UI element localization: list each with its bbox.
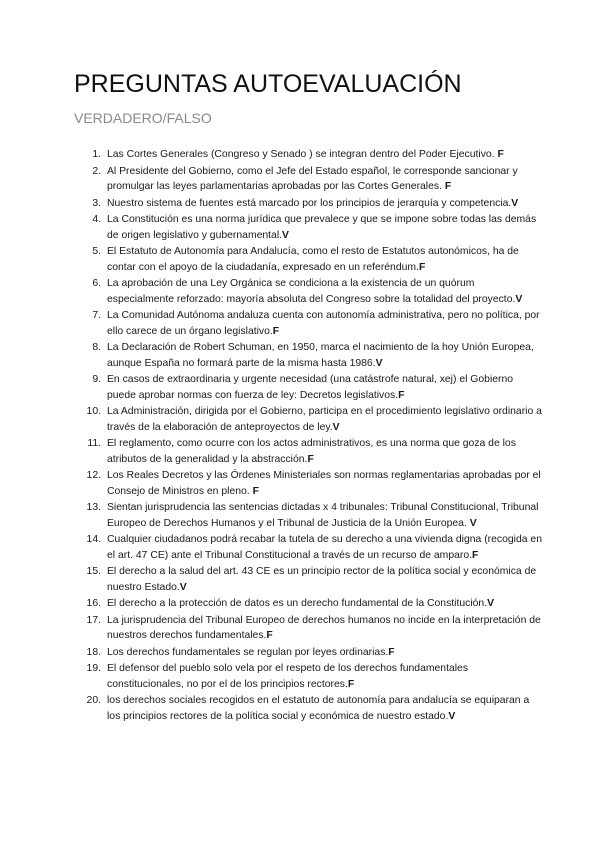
question-number: 16. (86, 598, 101, 610)
question-text: La Comunidad Autónoma andaluza cuenta con autonomía administrativa, pero no política, por ello carece de un órgano legislativo. (107, 310, 540, 337)
question-item (82, 164, 542, 195)
question-text: los derechos sociales recogidos en el estatuto de autonomía para andalucía se equiparan a los principios rectores de la política social y económica de nuestro estado. (107, 695, 530, 722)
question-answer: F (398, 389, 405, 401)
question-number: 14. (86, 534, 101, 546)
question-item (82, 596, 542, 611)
question-number: 4. (92, 214, 101, 226)
question-item (82, 436, 542, 467)
question-answer: F (418, 261, 426, 273)
question-text: El defensor del pueblo solo vela por el respeto de los derechos fundamentales constitucionales, no por el de los principios rectores. (107, 663, 469, 690)
question-answer: V (282, 229, 289, 241)
question-item (82, 147, 542, 162)
question-text: Al Presidente del Gobierno, como el Jefe del Estado español, le corresponde sancionar y promulgar las leyes parlamentarias aprobadas por las Cortes Generales. (107, 165, 518, 192)
question-text: La Administración, dirigida por el Gobierno, participa en el procedimiento legislativo ordinario a través de la elaboración de anteproyectos de ley. (107, 406, 542, 433)
question-text: El reglamento, como ocurre con los actos administrativos, es una norma que goza de los atributos de la generalidad y la abstracción. (107, 438, 516, 465)
question-number: 18. (86, 646, 101, 658)
question-answer: F (272, 325, 280, 337)
question-answer: V (179, 581, 187, 593)
question-number: 2. (92, 165, 101, 177)
question-number: 20. (86, 695, 101, 707)
question-item (82, 308, 542, 339)
page-subtitle: VERDADERO/FALSO (74, 110, 212, 126)
question-item (82, 276, 542, 307)
question-item (82, 340, 542, 371)
question-item (82, 661, 542, 692)
question-number: 12. (86, 470, 101, 482)
question-number: 17. (86, 614, 101, 626)
question-text: Sientan jurisprudencia las sentencias dictadas x 4 tribunales: Tribunal Constitucional, Tribunal Europeo de Derechos Humanos y el Tribunal de Justicia de la Unión Europea. (107, 502, 539, 529)
question-answer: V (448, 710, 456, 722)
question-answer: F (472, 549, 479, 561)
question-number: 6. (92, 278, 101, 290)
question-item (82, 212, 542, 243)
question-answer: F (252, 485, 259, 497)
question-number: 10. (86, 406, 101, 418)
question-answer: F (388, 646, 395, 658)
question-text: El Estatuto de Autonomía para Andalucía, como el resto de Estatutos autonómicos, ha de contar con el apoyo de la ciudadanía, expresado en un referéndum. (107, 246, 519, 273)
question-text: La jurisprudencia del Tribunal Europeo de derechos humanos no incide en la interpretación de nuestros derechos fundamentales. (107, 614, 541, 642)
question-text: Nuestro sistema de fuentes está marcado por los principios de jerarquía y competencia. (107, 197, 512, 209)
question-item (82, 468, 542, 499)
question-text: La Declaración de Robert Schuman, en 1950, marca el nacimiento de la hoy Unión Europea, aunque España no formará parte de la misma hasta 1986. (107, 342, 534, 369)
question-text: El derecho a la protección de datos es un derecho fundamental de la Constitución. (107, 598, 488, 610)
question-number: 15. (86, 566, 101, 578)
question-number: 7. (92, 310, 101, 322)
question-answer: F (497, 149, 504, 160)
question-text: Los derechos fundamentales se regulan por leyes ordinarias. (107, 646, 389, 658)
question-number: 1. (92, 149, 101, 160)
question-answer: F (266, 630, 273, 642)
question-text: Los Reales Decretos y las Órdenes Ministeriales son normas reglamentarias aprobadas por el Consejo de Ministros en pleno. (107, 470, 541, 497)
question-text: El derecho a la salud del art. 43 CE es un principio rector de la política social y económica de nuestro Estado. (107, 566, 537, 593)
question-number: 5. (92, 246, 101, 258)
question-number: 9. (92, 374, 101, 386)
question-number: 13. (86, 502, 101, 514)
question-text: La aprobación de una Ley Orgánica se condiciona a la existencia de un quórum especialmente reforzado: mayoría absoluta del Congreso sobre la totalidad del proyecto. (107, 278, 516, 305)
question-item (82, 532, 542, 563)
question-item (82, 564, 542, 595)
question-number: 8. (92, 342, 101, 354)
question-text: Cualquier ciudadanos podrá recabar la tutela de su derecho a una vivienda digna (recogida en el art. 47 CE) ante el Tribunal Constitucional a través de un recurso de amparo. (107, 534, 542, 561)
question-number: 11. (87, 438, 101, 450)
question-answer: V (515, 293, 523, 305)
question-text: En casos de extraordinaria y urgente necesidad (una catástrofe natural, xej) el Gobierno puede aprobar normas con fuerza de ley: Decretos legislativos. (107, 374, 514, 401)
question-item (82, 244, 542, 275)
question-number: 19. (86, 663, 101, 675)
question-answer: V (511, 197, 519, 209)
question-item (82, 645, 542, 660)
question-item (82, 196, 542, 211)
question-item (82, 372, 542, 403)
question-answer: V (332, 421, 340, 433)
question-number: 3. (92, 197, 101, 209)
question-answer: F (347, 678, 355, 690)
question-item (82, 693, 542, 724)
question-answer: V (469, 517, 477, 529)
question-item (82, 613, 542, 644)
question-item (82, 404, 542, 435)
page-title: PREGUNTAS AUTOEVALUACIÓN (74, 70, 462, 98)
question-answer: F (307, 453, 314, 465)
question-list (82, 147, 542, 725)
question-item (82, 500, 542, 531)
question-answer: V (375, 357, 383, 369)
question-answer: V (487, 598, 495, 610)
question-text: La Constitución es una norma jurídica que prevalece y que se impone sobre todas las demás de origen legislativo y gubernamental. (107, 214, 537, 241)
question-answer: F (444, 181, 452, 192)
question-text: Las Cortes Generales (Congreso y Senado ) se integran dentro del Poder Ejecutivo. (107, 149, 498, 160)
